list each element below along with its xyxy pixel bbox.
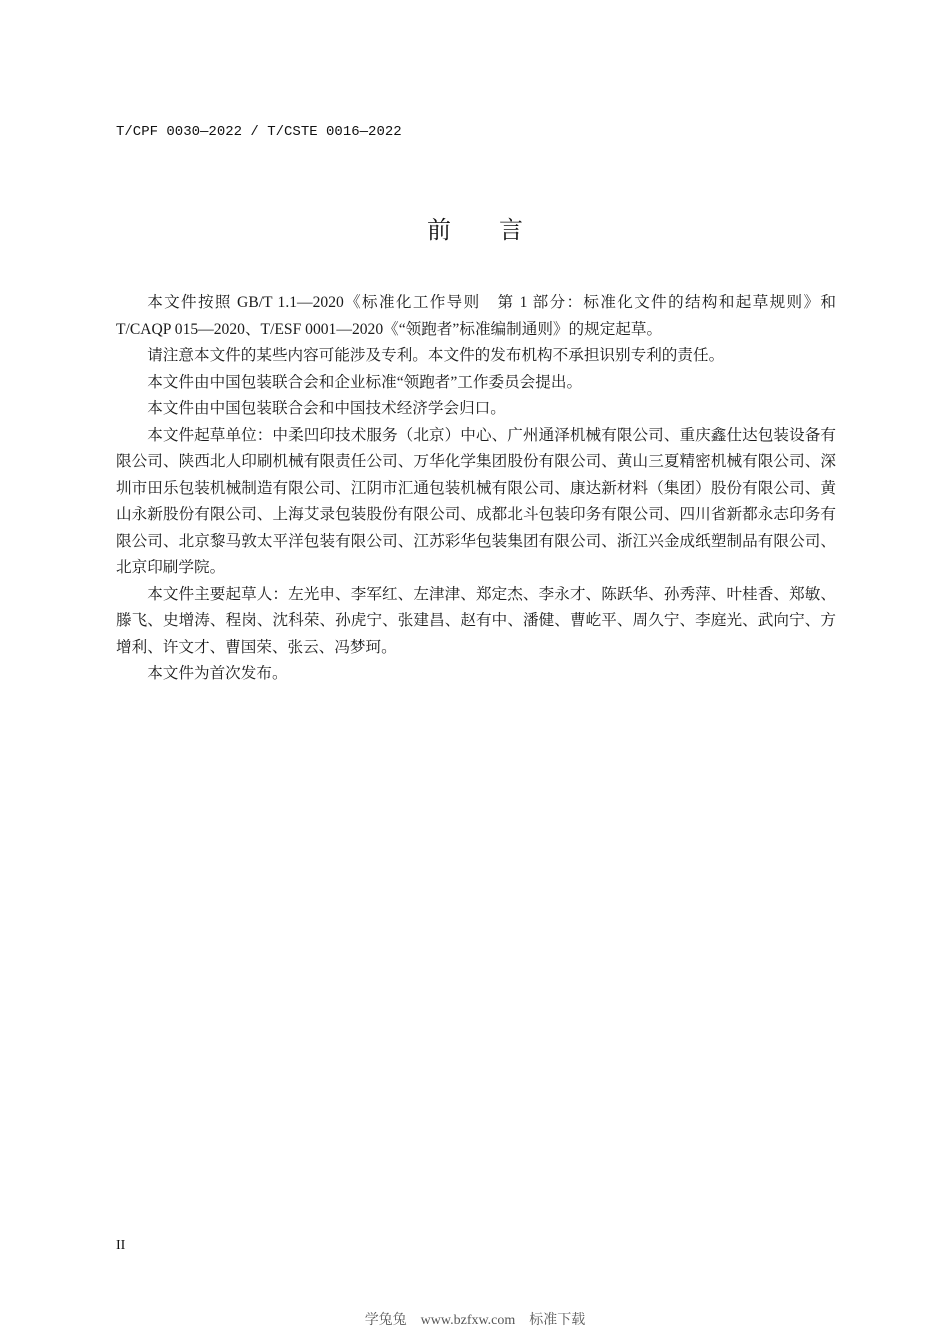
paragraph-first-release: 本文件为首次发布。 — [147, 665, 288, 682]
paragraph-main-drafters: 本文件主要起草人：左光申、李军红、左津津、郑定杰、李永才、陈跃华、孙秀萍、叶桂香、郑敏、滕飞、史增涛、程岗、沈科荣、孙虎宁、张建昌、赵有中、潘健、曹屹平、周久宁、李庭光、武向宁、方增利、许文才、曹国荣、张云、冯梦珂。 — [116, 585, 836, 656]
paragraph-patent-notice: 请注意本文件的某些内容可能涉及专利。本文件的发布机构不承担识别专利的责任。 — [147, 347, 725, 364]
page-title: 前言 — [427, 216, 571, 244]
paragraph-drafting-units: 本文件起草单位：中柔凹印技术服务（北京）中心、广州通泽机械有限公司、重庆鑫仕达包装设备有限公司、陕西北人印刷机械有限责任公司、万华化学集团股份有限公司、黄山三夏精密机械有限公司、深圳市田乐包装机械制造有限公司、江阴市汇通包装机械有限公司、康达新材料（集团）股份有限公司、黄山永新股份有限公司、上海艾录包装股份有限公司、成都北斗包装印务有限公司、四川省新都永志印务有限公司、北京黎马敦太平洋包装有限公司、江苏彩华包装集团有限公司、浙江兴金成纸塑制品有限公司、北京印刷学院。 — [116, 426, 836, 576]
page-number: II — [116, 1238, 126, 1253]
paragraph-drafting-rules: 本文件按照 GB/T 1.1—2020《标准化工作导则 第 1 部分：标准化文件的结构和起草规则》和 T/CAQP 015—2020、T/ESF 0001—2020《“领跑者”标准编制通则》的规定起草。 — [116, 294, 836, 338]
watermark-footer: 学兔兔 www.bzfxw.com 标准下载 — [364, 1313, 586, 1328]
document-code-header: T/CPF 0030—2022 / T/CSTE 0016—2022 — [116, 124, 402, 140]
foreword-body — [116, 290, 836, 688]
paragraph-centralized-by: 本文件由中国包装联合会和中国技术经济学会归口。 — [147, 400, 506, 417]
paragraph-proposer: 本文件由中国包装联合会和企业标准“领跑者”工作委员会提出。 — [147, 373, 583, 391]
